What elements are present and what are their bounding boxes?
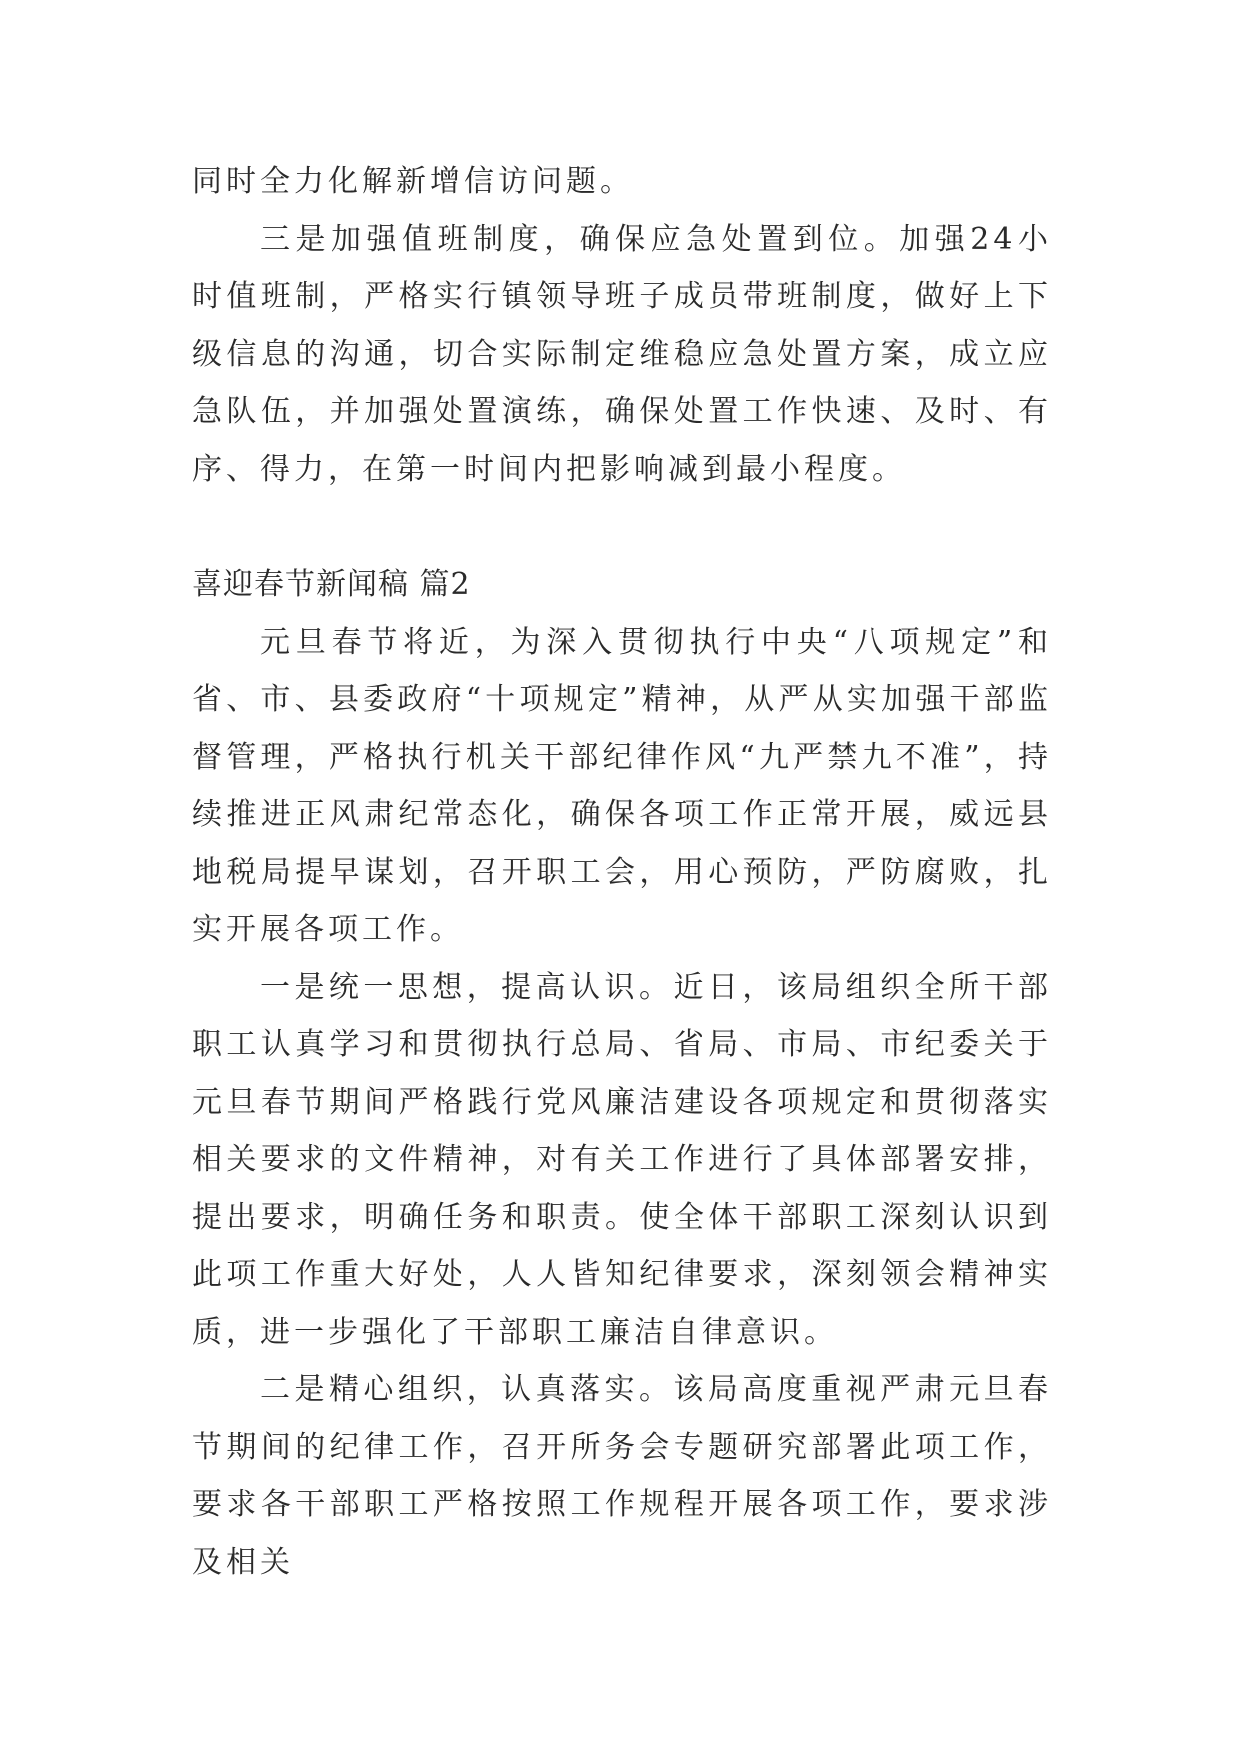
section-heading: 喜迎春节新闻稿 篇2 — [192, 567, 471, 602]
paragraph-duty-system: 三是加强值班制度，确保应急处置到位。加强24小时值班制，严格实行镇领导班子成员带班制度，做好上下级信息的沟通，切合实际制定维稳应急处置方案，成立应急队伍，并加强处置演练，确保处置工作快速、及时、有序、得力，在第一时间内把影响减到最小程度。 — [192, 221, 1052, 487]
paragraph-intro: 元旦春节将近，为深入贯彻执行中央“八项规定”和省、市、县委政府“十项规定”精神，从严从实加强干部监督管理，严格执行机关干部纪律作风“九严禁九不准”，持续推进正风肃纪常态化，确保各项工作正常开展，威远县地税局提早谋划，召开职工会，用心预防，严防腐败，扎实开展各项工作。 — [192, 624, 1052, 947]
paragraph-organize: 二是精心组织，认真落实。该局高度重视严肃元旦春节期间的纪律工作，召开所务会专题研究部署此项工作，要求各干部职工严格按照工作规程开展各项工作，要求涉及相关 — [192, 1372, 1052, 1580]
document-body — [192, 153, 1052, 1591]
paragraph-continuation: 同时全力化解新增信访问题。 — [192, 164, 634, 199]
paragraph-unify-thinking: 一是统一思想，提高认识。近日，该局组织全所干部职工认真学习和贯彻执行总局、省局、市局、市纪委关于元旦春节期间严格践行党风廉洁建设各项规定和贯彻落实相关要求的文件精神，对有关工作进行了具体部署安排，提出要求，明确任务和职责。使全体干部职工深刻认识到此项工作重大好处，人人皆知纪律要求，深刻领会精神实质，进一步强化了干部职工廉洁自律意识。 — [192, 969, 1052, 1350]
